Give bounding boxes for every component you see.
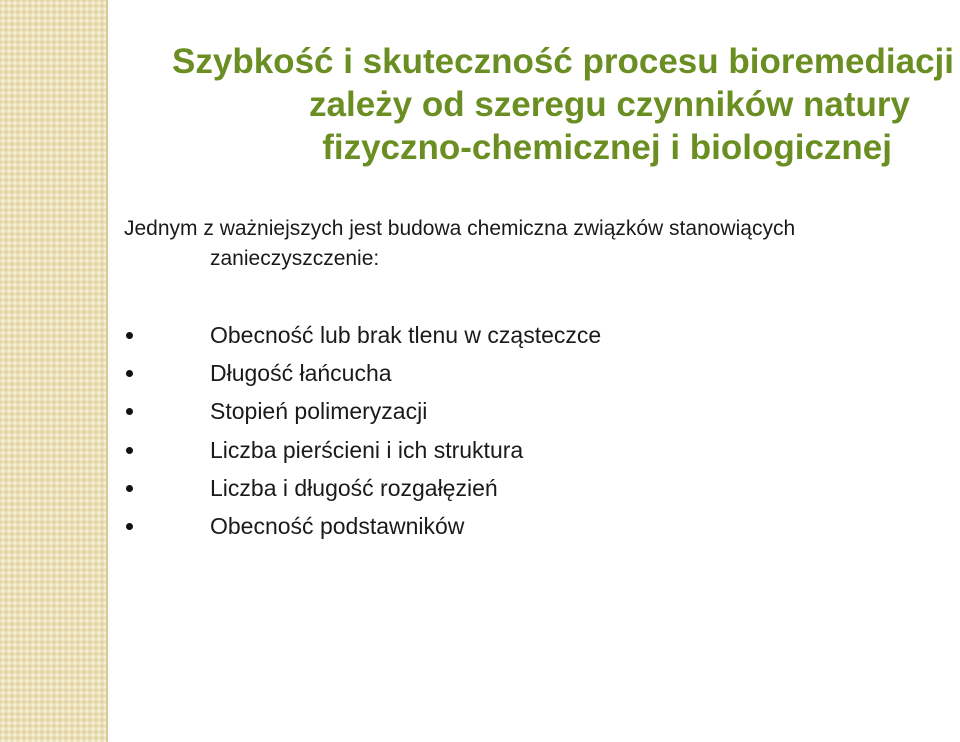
bullet-icon — [126, 370, 133, 377]
bullet-text: Stopień polimeryzacji — [210, 398, 428, 425]
bullet-text: Obecność lub brak tlenu w cząsteczce — [210, 322, 602, 348]
title-line: Szybkość i skuteczność procesu bioremediacji — [172, 42, 954, 81]
bullet-icon — [126, 408, 133, 415]
decorative-side-strip — [0, 0, 108, 742]
bullet-item — [124, 469, 601, 507]
title-line: fizyczno-chemicznej i biologicznej — [322, 128, 892, 167]
bullet-icon — [126, 447, 133, 454]
title-line: zależy od szeregu czynników natury — [309, 85, 910, 124]
intro-line: Jednym z ważniejszych jest budowa chemiczna związków stanowiących — [124, 217, 796, 240]
bullet-list — [124, 316, 601, 545]
bullet-icon — [126, 485, 133, 492]
bullet-text: Obecność podstawników — [210, 513, 465, 540]
intro-text — [124, 214, 924, 274]
bullet-item — [124, 507, 601, 545]
bullet-text: Liczba i długość rozgałęzień — [210, 474, 498, 501]
bullet-item — [124, 392, 601, 430]
bullet-icon — [126, 332, 133, 339]
bullet-icon — [126, 523, 133, 530]
bullet-item — [124, 316, 601, 354]
bullet-item — [124, 354, 601, 392]
bullet-text: Długość łańcucha — [210, 360, 392, 387]
bullet-item — [124, 431, 601, 469]
slide-title — [114, 40, 954, 169]
bullet-text: Liczba pierścieni i ich struktura — [210, 436, 524, 463]
intro-line: zanieczyszczenie: — [210, 247, 380, 270]
